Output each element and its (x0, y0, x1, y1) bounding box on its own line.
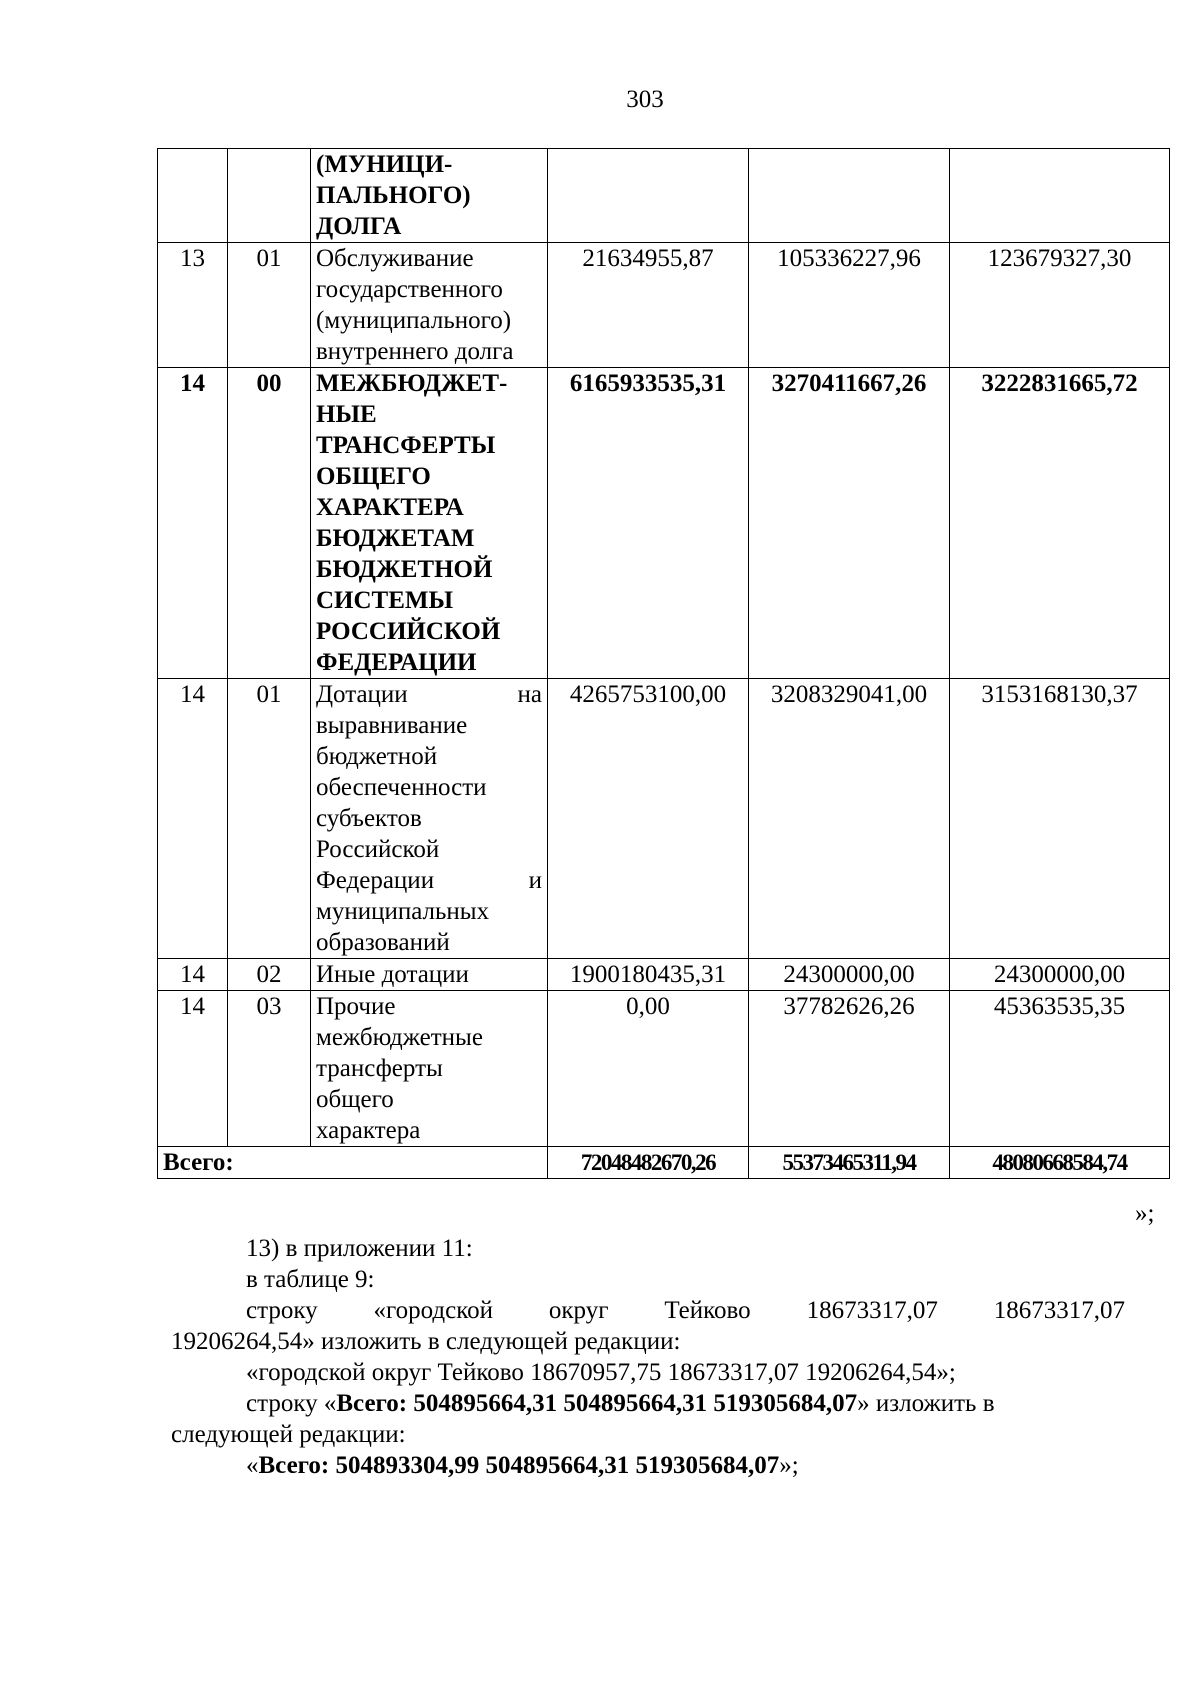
item-name-line: образований (316, 929, 450, 956)
value-col-2: 3208329041,00 (749, 679, 950, 959)
item-name-line: (МУНИЦИ- (316, 151, 453, 178)
item-name-line: Обслуживание (316, 245, 474, 272)
word: 18673317,07 (806, 1297, 938, 1324)
amendment-line-2: 19206264,54» изложить в следующей редакции: (171, 1328, 681, 1355)
item-name-line: внутреннего долга (316, 338, 514, 365)
table-row (158, 243, 1170, 368)
subsection-code: 01 (228, 243, 311, 368)
value-col-2 (749, 149, 950, 243)
page-number: 303 (626, 86, 664, 113)
total-number: 48080668584,74 (992, 1150, 1127, 1175)
subsection-code: 03 (228, 991, 311, 1147)
word: «городской (373, 1297, 493, 1324)
item-name-line: ТРАНСФЕРТЫ (316, 432, 496, 459)
value-col-1: 1900180435,31 (548, 959, 749, 991)
value-col-3: 24300000,00 (950, 959, 1170, 991)
item-name-line: выравнивание (316, 712, 468, 739)
value-col-2: 105336227,96 (749, 243, 950, 368)
item-name (311, 991, 548, 1147)
item-heading: 13) в приложении 11: (246, 1235, 473, 1262)
value-col-3: 3153168130,37 (950, 679, 1170, 959)
item-name-line: бюджетной (316, 743, 438, 770)
item-name-line: субъектов (316, 805, 422, 832)
subsection-code (228, 149, 311, 243)
total-number: 55373465311,94 (782, 1150, 916, 1175)
item-name-line: БЮДЖЕТАМ (316, 525, 475, 552)
total-number: 72048482670,26 (580, 1150, 716, 1175)
table-row (158, 959, 1170, 991)
value-col-2: 3270411667,26 (749, 368, 950, 679)
closing-quote: »; (1135, 1200, 1155, 1227)
value-col-2: 37782626,26 (749, 991, 950, 1147)
item-name-line: СИСТЕМЫ (316, 587, 454, 614)
value-col-3 (950, 149, 1170, 243)
value-col-1: 0,00 (548, 991, 749, 1147)
line6-suffix: »; (779, 1452, 799, 1479)
item-name (311, 149, 548, 243)
item-name-line: РОССИЙСКОЙ (316, 618, 501, 645)
item-name-line: общего (316, 1086, 394, 1113)
item-name-line: ОБЩЕГО (316, 463, 431, 490)
subsection-code: 02 (228, 959, 311, 991)
value-col-3: 123679327,30 (950, 243, 1170, 368)
subsection-code: 01 (228, 679, 311, 959)
item-name-line: ХАРАКТЕРА (316, 494, 464, 521)
line6-bold: Всего: 504893304,99 504895664,31 519305684,07 (258, 1452, 780, 1479)
item-name (311, 368, 548, 679)
line4-prefix: строку « (246, 1390, 337, 1417)
word: округ (548, 1297, 609, 1324)
line6-prefix: « (246, 1452, 259, 1479)
item-name-line: муниципальных (316, 898, 490, 925)
table-row (158, 149, 1170, 243)
section-code (158, 149, 228, 243)
value-col-1: 4265753100,00 (548, 679, 749, 959)
table-reference: в таблице 9: (246, 1266, 375, 1293)
value-col-3: 45363535,35 (950, 991, 1170, 1147)
section-code: 14 (158, 679, 228, 959)
budget-table (157, 148, 1170, 1179)
value-col-1: 21634955,87 (548, 243, 749, 368)
amendment-line-3: «городской округ Тейково 18670957,75 18673317,07 19206264,54»; (246, 1359, 956, 1386)
section-code: 14 (158, 959, 228, 991)
section-code: 13 (158, 243, 228, 368)
table-body (158, 149, 1170, 1179)
item-name-line: НЫЕ (316, 401, 377, 428)
item-name-line: БЮДЖЕТНОЙ (316, 556, 493, 583)
word: Тейково (664, 1297, 751, 1324)
table-row (158, 368, 1170, 679)
item-name (311, 679, 548, 959)
item-name-line: Российской (316, 836, 440, 863)
value-col-2: 24300000,00 (749, 959, 950, 991)
item-name-line: межбюджетные (316, 1024, 483, 1051)
item-name (311, 243, 548, 368)
item-name (311, 959, 548, 991)
item-name-line: (муниципального) (316, 307, 512, 334)
item-name-line: обеспеченности (316, 774, 487, 801)
value-col-1 (548, 149, 749, 243)
total-value-3 (950, 1147, 1170, 1179)
item-name-line: Иные дотации (316, 961, 469, 988)
value-col-1: 6165933535,31 (548, 368, 749, 679)
item-name-word: Федерации (316, 867, 435, 894)
word: строку (246, 1297, 318, 1324)
amendment-line-5: следующей редакции: (171, 1421, 406, 1448)
item-name-line: ДОЛГА (316, 213, 402, 240)
amendment-text (171, 1233, 1125, 1481)
table-row (158, 679, 1170, 959)
item-name-line (316, 679, 542, 710)
total-value-2 (749, 1147, 950, 1179)
item-name-line: характера (316, 1117, 421, 1144)
section-code: 14 (158, 368, 228, 679)
word: 18673317,07 (993, 1297, 1125, 1324)
item-name-line: ПАЛЬНОГО) (316, 182, 471, 209)
item-name-line: Прочие (316, 993, 396, 1020)
amendment-line-1 (171, 1295, 1125, 1326)
item-name-word: и (528, 867, 542, 894)
item-name-line (316, 865, 542, 896)
item-name-line: государственного (316, 276, 503, 303)
item-name-line: ФЕДЕРАЦИИ (316, 649, 477, 676)
total-row (158, 1147, 1170, 1179)
table-row (158, 991, 1170, 1147)
item-name-line: МЕЖБЮДЖЕТ- (316, 370, 508, 397)
subsection-code: 00 (228, 368, 311, 679)
amendment-line-4 (171, 1388, 1125, 1419)
total-label: Всего: (158, 1147, 548, 1179)
line4-suffix: » изложить в (857, 1390, 995, 1417)
total-value-1 (548, 1147, 749, 1179)
item-name-word: на (517, 681, 542, 708)
amendment-line-6 (171, 1450, 1125, 1481)
line4-bold: Всего: 504895664,31 504895664,31 519305684,07 (336, 1390, 858, 1417)
item-name-word: Дотации (316, 681, 408, 708)
section-code: 14 (158, 991, 228, 1147)
value-col-3: 3222831665,72 (950, 368, 1170, 679)
item-name-line: трансферты (316, 1055, 443, 1082)
